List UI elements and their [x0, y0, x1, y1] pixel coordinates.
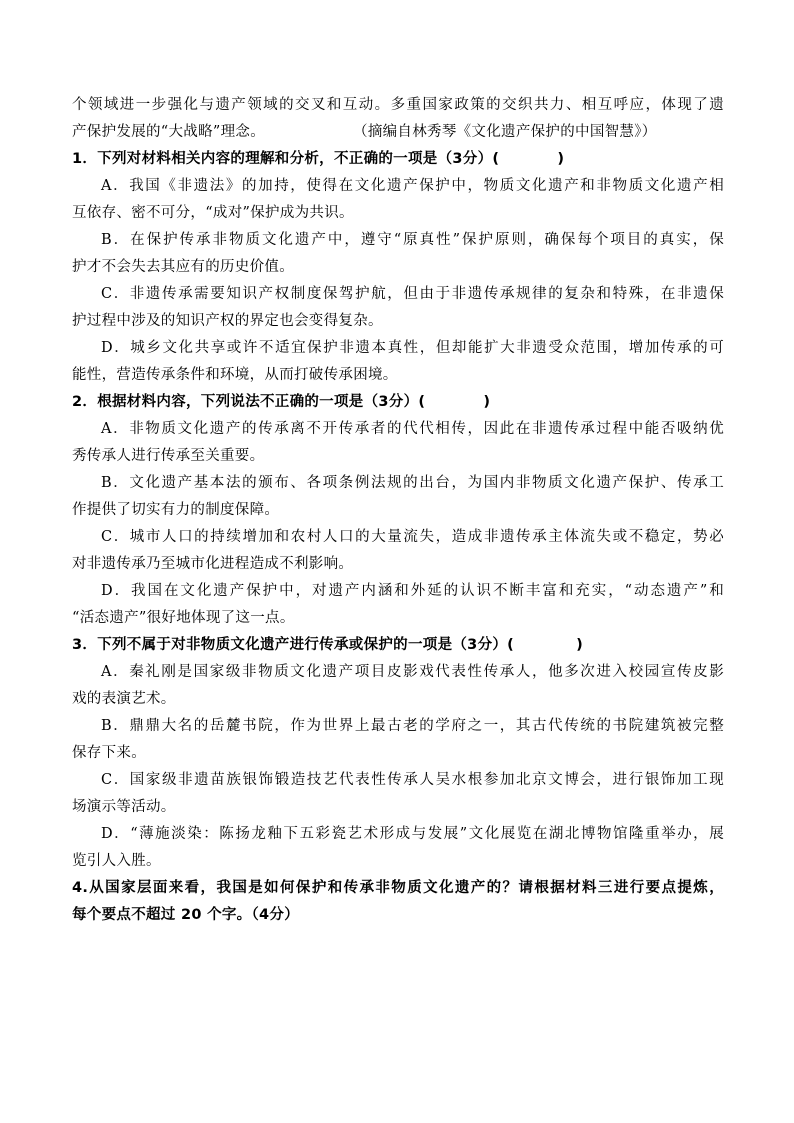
- q1-option-c-line-1: C．非遗传承需要知识产权制度保驾护航，但由于非遗传承规律的复杂和特殊，在非遗保: [101, 286, 724, 302]
- q1-option-c-line-2: 护过程中涉及的知识产权的界定也会变得复杂。: [72, 313, 383, 329]
- q2-option-a-line-2: 秀传承人进行传承至关重要。: [72, 448, 265, 464]
- q3-option-a-line-1: A．秦礼刚是国家级非物质文化遗产项目皮影戏代表性传承人，他多次进入校园宣传皮影: [101, 664, 724, 680]
- q1-option-b-line-2: 护才不会失去其应有的历史价值。: [72, 259, 294, 275]
- q2-option-c-line-1: C．城市人口的持续增加和农村人口的大量流失，造成非遗传承主体流失或不稳定，势必: [101, 529, 724, 545]
- intro-line-1: 个领域进一步强化与遗产领域的交叉和互动。多重国家政策的交织共力、相互呼应，体现了遗: [72, 97, 724, 113]
- intro-line-2: [72, 119, 724, 146]
- q3-option-d-line-1: D．“薄施淡染：陈扬龙釉下五彩瓷艺术形成与发展”文化展览在湖北博物馆隆重举办，展: [101, 826, 724, 842]
- exam-page: [72, 92, 724, 929]
- q3-option-b-line-2: 保存下来。: [72, 745, 146, 761]
- question-4-stem-line-2: 每个要点不超过 20 个字。（4分）: [72, 907, 300, 923]
- q1-option-a-line-2: 互依存、密不可分，“成对”保护成为共识。: [72, 205, 354, 221]
- source-citation: （摘编自林秀琴《文化遗产保护的中国智慧》）: [353, 124, 657, 140]
- q1-option-d-line-1: D．城乡文化共享或许不适宜保护非遗本真性，但却能扩大非遗受众范围，增加传承的可: [101, 340, 724, 356]
- question-4-stem-line-1: 4.从国家层面来看，我国是如何保护和传承非物质文化遗产的？请根据材料三进行要点提炼，: [72, 880, 724, 896]
- question-1-stem: 1．下列对材料相关内容的理解和分析，不正确的一项是（3分）( ): [72, 151, 565, 167]
- q3-option-b-line-1: B．鼎鼎大名的岳麓书院，作为世界上最古老的学府之一，其古代传统的书院建筑被完整: [101, 718, 724, 734]
- intro-text-end: 产保护发展的“大战略”理念。: [72, 124, 266, 140]
- q3-option-c-line-1: C．国家级非遗苗族银饰锻造技艺代表性传承人吴水根参加北京文博会，进行银饰加工现: [101, 772, 724, 788]
- q2-option-d-line-1: D．我国在文化遗产保护中，对遗产内涵和外延的认识不断丰富和充实，“动态遗产”和: [101, 583, 724, 599]
- q2-option-b-line-2: 作提供了切实有力的制度保障。: [72, 502, 280, 518]
- q1-option-d-line-2: 能性，营造传承条件和环境，从而打破传承困境。: [72, 367, 398, 383]
- q2-option-b-line-1: B．文化遗产基本法的颁布、各项条例法规的出台，为国内非物质文化遗产保护、传承工: [101, 475, 724, 491]
- q2-option-d-line-2: “活态遗产”很好地体现了这一点。: [72, 610, 295, 626]
- question-2-stem: 2．根据材料内容，下列说法不正确的一项是（3分）( ): [72, 394, 491, 410]
- q3-option-a-line-2: 戏的表演艺术。: [72, 691, 176, 707]
- q1-option-b-line-1: B．在保护传承非物质文化遗产中，遵守“原真性”保护原则，确保每个项目的真实，保: [101, 232, 724, 248]
- q3-option-d-line-2: 览引人入胜。: [72, 853, 161, 869]
- question-3-stem: 3．下列不属于对非物质文化遗产进行传承或保护的一项是（3分）( ): [72, 637, 584, 653]
- q3-option-c-line-2: 场演示等活动。: [72, 799, 176, 815]
- q2-option-c-line-2: 对非遗传承乃至城市化进程造成不利影响。: [72, 556, 354, 572]
- q1-option-a-line-1: A．我国《非遗法》的加持，使得在文化遗产保护中，物质文化遗产和非物质文化遗产相: [101, 178, 724, 194]
- q2-option-a-line-1: A．非物质文化遗产的传承离不开传承者的代代相传，因此在非遗传承过程中能否吸纳优: [101, 421, 724, 437]
